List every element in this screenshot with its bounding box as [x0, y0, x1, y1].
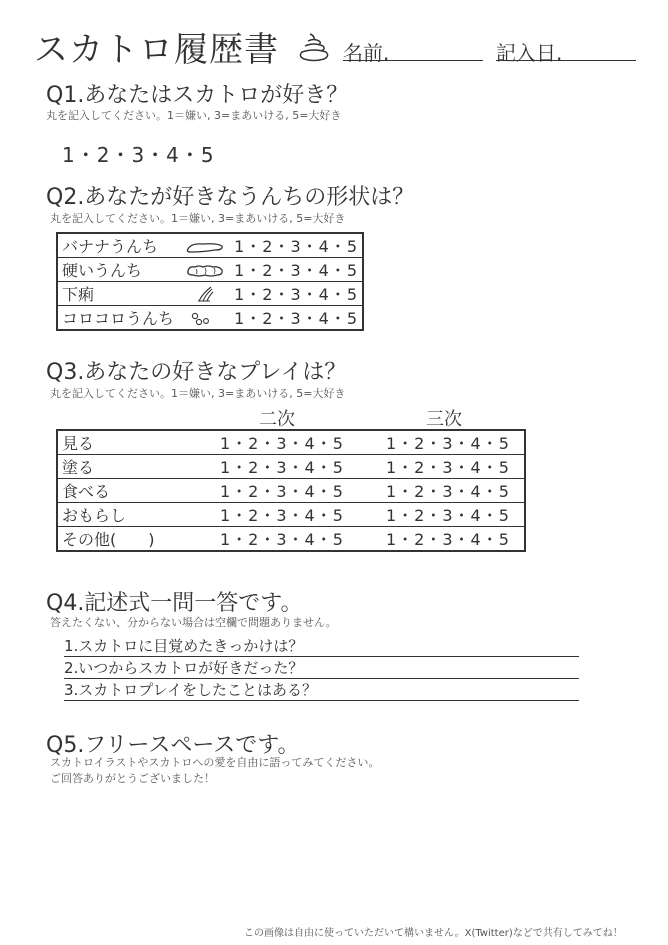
page-title-text: スカトロ履歴書	[34, 30, 279, 70]
date-underline	[496, 60, 636, 61]
hard-poop-icon	[180, 258, 230, 282]
q3-scale-2d[interactable]: 1・2・3・4・5	[216, 503, 382, 527]
q4-answer-line-2[interactable]	[64, 658, 579, 679]
q5-heading: Q5.フリースペースです。	[46, 733, 300, 758]
q3-row-label: 食べる	[57, 479, 216, 503]
table-row	[57, 233, 363, 258]
table-row	[57, 258, 363, 282]
table-row	[57, 282, 363, 306]
q3-scale-3d[interactable]: 1・2・3・4・5	[382, 503, 525, 527]
q2-scale[interactable]: 1・2・3・4・5	[230, 233, 363, 258]
pellet-poop-icon	[180, 306, 230, 331]
q3-row-label: おもらし	[57, 503, 216, 527]
footer-note: この画像は自由に使っていただいて構いません。X(Twitter)などで共有してみてね！	[244, 928, 623, 939]
q3-scale-2d[interactable]: 1・2・3・4・5	[220, 530, 344, 549]
q3-table	[56, 429, 526, 552]
q3-scale-3d[interactable]: 1・2・3・4・5	[382, 430, 525, 455]
q3-scale-3d[interactable]: 1・2・3・4・5	[382, 479, 525, 503]
q2-scale[interactable]: 1・2・3・4・5	[230, 282, 363, 306]
diarrhea-icon	[180, 282, 230, 306]
q1-scale[interactable]: 1・2・3・4・5	[62, 143, 215, 167]
q3-heading: Q3.あなたの好きなプレイは？	[46, 360, 347, 385]
q2-row-label: コロコロうんち	[62, 309, 175, 328]
q4-answer-line-1[interactable]	[64, 636, 579, 657]
q1-heading: Q1.あなたはスカトロが好き？	[46, 83, 349, 108]
q2-row-label: 下痢	[57, 282, 180, 306]
q2-note: 丸を記入してください。1＝嫌い, 3=まあいける, 5=大好き	[50, 212, 346, 225]
q3-scale-3d[interactable]: 1・2・3・4・5	[382, 455, 525, 479]
q2-row-label: 硬いうんち	[57, 258, 180, 282]
poop-icon	[297, 31, 331, 65]
q2-scale[interactable]: 1・2・3・4・5	[234, 309, 358, 328]
q2-heading: Q2.あなたが好きなうんちの形状は？	[46, 185, 415, 210]
table-row	[57, 455, 525, 479]
q3-note: 丸を記入してください。1＝嫌い, 3=まあいける, 5=大好き	[50, 387, 346, 400]
q5-note-2: ご回答ありがとうございました！	[50, 772, 215, 785]
page-title	[34, 22, 331, 71]
date-field[interactable]	[496, 37, 562, 66]
q4-question-2: 2.いつからスカトロが好きだった？	[64, 659, 304, 677]
q3-col-3d: 三次	[426, 409, 462, 430]
date-label: 記入日.	[496, 41, 563, 65]
banana-poop-icon	[180, 233, 230, 258]
q2-scale[interactable]: 1・2・3・4・5	[230, 258, 363, 282]
q3-scale-3d[interactable]: 1・2・3・4・5	[386, 530, 510, 549]
table-row	[57, 479, 525, 503]
free-space-area[interactable]	[46, 790, 636, 910]
q3-row-label: 塗る	[57, 455, 216, 479]
q3-scale-2d[interactable]: 1・2・3・4・5	[216, 430, 382, 455]
q3-scale-2d[interactable]: 1・2・3・4・5	[216, 479, 382, 503]
q4-question-1: 1.スカトロに目覚めたきっかけは？	[64, 637, 304, 655]
q3-row-label: 見る	[57, 430, 216, 455]
table-row	[57, 503, 525, 527]
q4-note: 答えたくない、分からない場合は空欄で問題ありません。	[50, 616, 337, 629]
q5-note-1: スカトロイラストやスカトロへの愛を自由に語ってみてください。	[50, 756, 380, 769]
table-row	[57, 430, 525, 455]
q4-heading: Q4.記述式一問一答です。	[46, 591, 303, 616]
q4-answer-line-3[interactable]	[64, 680, 579, 701]
q3-row-label: その他( )	[62, 530, 155, 549]
q2-table	[56, 232, 364, 331]
table-row	[57, 306, 363, 331]
name-field[interactable]	[343, 37, 389, 66]
q4-question-3: 3.スカトロプレイをしたことはある？	[64, 681, 317, 699]
name-label: 名前.	[343, 41, 390, 65]
q1-note: 丸を記入してください。1＝嫌い, 3=まあいける, 5=大好き	[46, 109, 342, 122]
q3-col-2d: 二次	[259, 409, 295, 430]
table-row	[57, 527, 525, 552]
q2-row-label: バナナうんち	[57, 233, 180, 258]
q3-scale-2d[interactable]: 1・2・3・4・5	[216, 455, 382, 479]
name-underline	[343, 60, 483, 61]
